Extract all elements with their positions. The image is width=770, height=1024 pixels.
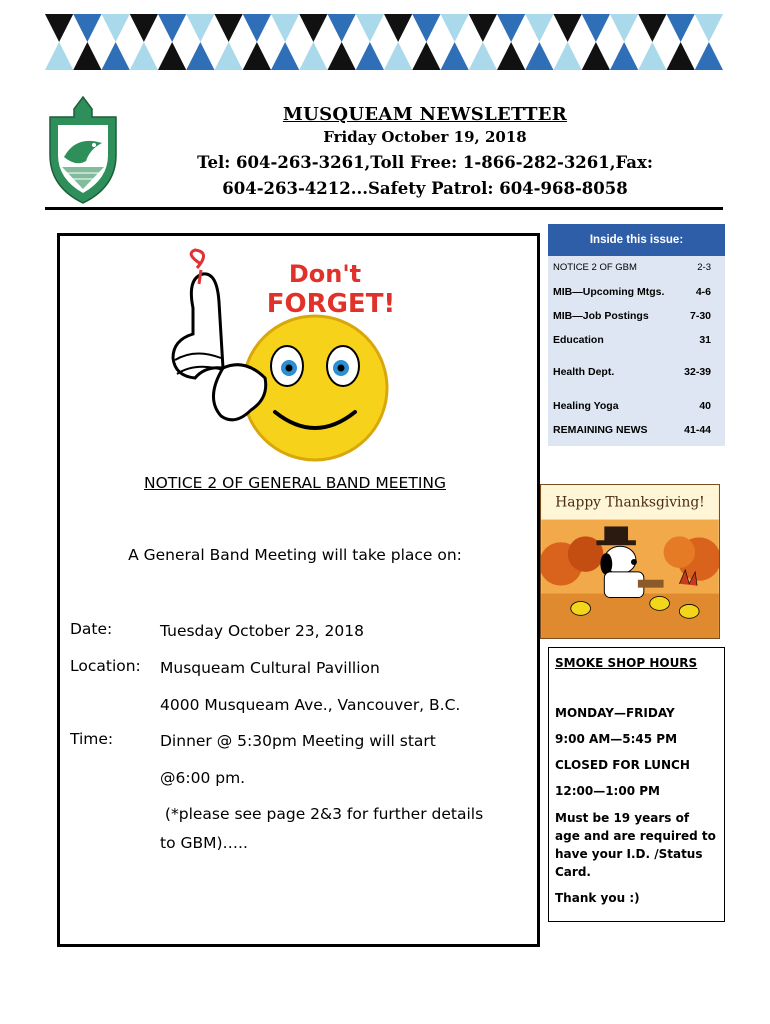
banner-triangle (215, 14, 243, 42)
banner-triangle (215, 42, 243, 70)
banner-triangle (667, 14, 695, 42)
banner-triangle (638, 14, 666, 42)
thanksgiving-caption: Happy Thanksgiving! (555, 494, 705, 511)
banner-triangle (441, 42, 469, 70)
banner-triangle (356, 14, 384, 42)
banner-triangle (525, 14, 553, 42)
forget-text: FORGET! (266, 289, 396, 319)
banner-triangle (186, 14, 214, 42)
triangle-banner (45, 14, 723, 70)
contact-info (130, 150, 720, 202)
banner-triangle (271, 14, 299, 42)
smoke-shop-thanks: Thank you :) (555, 891, 640, 905)
toc-item-pages: 32-39 (684, 366, 711, 378)
musqueam-logo (46, 95, 120, 205)
notice-heading: NOTICE 2 OF GENERAL BAND MEETING (143, 474, 446, 492)
toc-item-pages: 4-6 (695, 286, 711, 298)
banner-triangle (130, 42, 158, 70)
toc-item-label: MIB—Job Postings (553, 310, 649, 322)
banner-triangle (73, 42, 101, 70)
banner-triangle (497, 42, 525, 70)
banner-triangle (186, 42, 214, 70)
banner-triangle (158, 42, 186, 70)
date-value: Tuesday October 23, 2018 (160, 622, 364, 640)
toc-item-health (548, 360, 725, 384)
smoke-shop-hours (548, 647, 725, 922)
note-line-2: to GBM)….. (160, 834, 248, 852)
contact-line-1: Tel: 604-263-3261,Toll Free: 1-866-282-3261,Fax: (197, 153, 653, 172)
location-label: Location: (70, 657, 141, 675)
smoke-shop-lunch-label: CLOSED FOR LUNCH (555, 758, 690, 772)
time-label: Time: (70, 730, 114, 748)
smoke-shop-days: MONDAY—FRIDAY (555, 706, 675, 720)
banner-triangle (412, 14, 440, 42)
toc-item-pages: 40 (699, 400, 711, 412)
smoke-shop-heading: SMOKE SHOP HOURS (555, 656, 698, 670)
address-value: 4000 Musqueam Ave., Vancouver, B.C. (160, 696, 461, 714)
banner-triangle (271, 42, 299, 70)
banner-triangle (243, 14, 271, 42)
banner-triangle (102, 14, 130, 42)
header-divider (45, 207, 723, 210)
banner-triangle (45, 14, 73, 42)
banner-triangle (328, 14, 356, 42)
banner-triangle (469, 14, 497, 42)
banner-triangle (73, 14, 101, 42)
banner-triangle (102, 42, 130, 70)
toc-item-label: Health Dept. (553, 366, 615, 378)
toc-item-yoga (548, 394, 725, 418)
banner-triangle (582, 42, 610, 70)
smoke-shop-age-note: Must be 19 years of age and are required to have your I.D. /Status Card. (555, 811, 716, 879)
location-value: Musqueam Cultural Pavillion (160, 659, 380, 677)
toc-item-label: Healing Yoga (553, 400, 619, 412)
notice-box (57, 233, 540, 947)
banner-triangle (412, 42, 440, 70)
smoke-shop-lunch-hours: 12:00—1:00 PM (555, 784, 660, 798)
banner-triangle (497, 14, 525, 42)
banner-triangle (384, 42, 412, 70)
dont-text: Don't (288, 260, 362, 288)
toc-item-label: Education (553, 334, 604, 346)
dont-forget-graphic (165, 248, 445, 468)
toc-item-label: REMAINING NEWS (553, 424, 648, 436)
banner-triangle (554, 14, 582, 42)
banner-triangle (328, 42, 356, 70)
banner-triangle (356, 42, 384, 70)
banner-triangle (45, 42, 73, 70)
inside-this-issue (548, 224, 725, 446)
banner-triangle (582, 14, 610, 42)
toc-item-pages: 7-30 (689, 310, 711, 322)
banner-triangle (130, 14, 158, 42)
note-line-1: (*please see page 2&3 for further details (160, 805, 484, 823)
toc-item-label: MIB—Upcoming Mtgs. (553, 286, 665, 298)
banner-triangle (695, 42, 723, 70)
time-value-2: @6:00 pm. (160, 769, 246, 787)
date-label: Date: (70, 620, 113, 638)
banner-triangle (299, 42, 327, 70)
banner-triangle (610, 42, 638, 70)
newsletter-date: Friday October 19, 2018 (323, 128, 527, 146)
toc-item-pages: 41-44 (684, 424, 711, 436)
banner-triangle (554, 42, 582, 70)
toc-header: Inside this issue: (548, 224, 725, 256)
toc-item-label: NOTICE 2 OF GBM (553, 262, 637, 273)
toc-item-gbm (548, 256, 725, 280)
banner-triangle (299, 14, 327, 42)
banner-triangle (243, 42, 271, 70)
newsletter-title-block (130, 104, 720, 146)
time-value-1: Dinner @ 5:30pm Meeting will start (160, 732, 436, 750)
toc-item-pages: 2-3 (697, 262, 711, 273)
toc-item-mib-jobs (548, 304, 725, 328)
smoke-shop-hours-value: 9:00 AM—5:45 PM (555, 732, 678, 746)
toc-item-pages: 31 (699, 334, 711, 346)
banner-triangle (525, 42, 553, 70)
banner-triangle (610, 14, 638, 42)
banner-triangle (441, 14, 469, 42)
banner-triangle (695, 14, 723, 42)
toc-item-mib-meetings (548, 280, 725, 304)
toc-item-remaining (548, 418, 725, 442)
contact-line-2: 604-263-4212...Safety Patrol: 604-968-8058 (222, 179, 628, 198)
banner-triangle (384, 14, 412, 42)
notice-intro: A General Band Meeting will take place on: (128, 546, 462, 564)
banner-triangle (667, 42, 695, 70)
toc-item-education (548, 328, 725, 352)
banner-triangle (638, 42, 666, 70)
banner-triangle (469, 42, 497, 70)
thanksgiving-image (540, 484, 720, 639)
newsletter-title: MUSQUEAM NEWSLETTER (282, 104, 568, 125)
banner-triangle (158, 14, 186, 42)
toc-list (548, 256, 725, 442)
